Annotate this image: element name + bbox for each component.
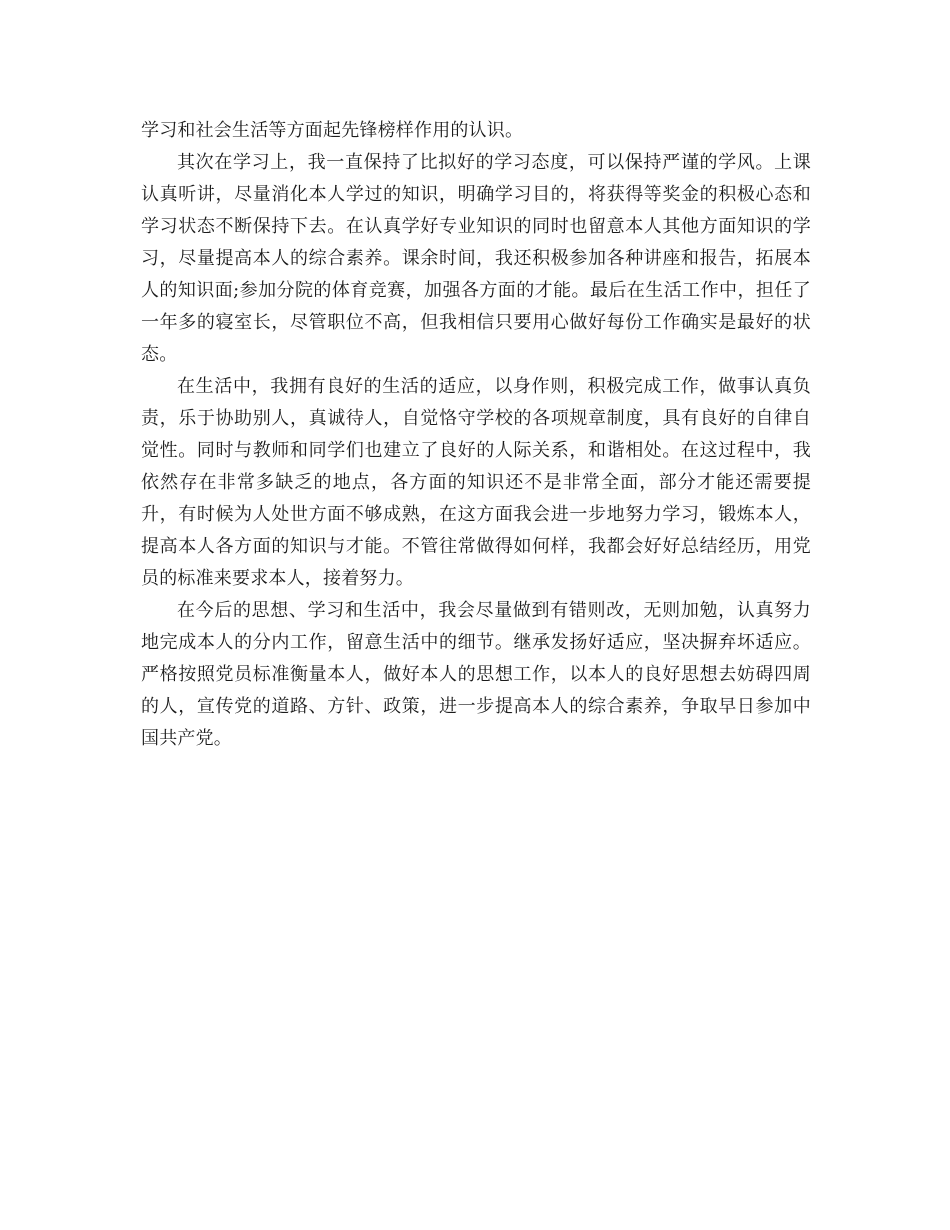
document-body	[141, 115, 811, 755]
paragraph-study: 其次在学习上，我一直保持了比拟好的学习态度，可以保持严谨的学风。上课认真听讲，尽量消化本人学过的知识，明确学习目的，将获得等奖金的积极心态和学习状态不断保持下去。在认真学好专业知识的同时也留意本人其他方面知识的学习，尽量提高本人的综合素养。课余时间，我还积极参加各种讲座和报告，拓展本人的知识面;参加分院的体育竞赛，加强各方面的才能。最后在生活工作中，担任了一年多的寝室长，尽管职位不高，但我相信只要用心做好每份工作确实是最好的状态。	[141, 152, 811, 365]
paragraph-future: 在今后的思想、学习和生活中，我会尽量做到有错则改，无则加勉，认真努力地完成本人的分内工作，留意生活中的细节。继承发扬好适应，坚决摒弃坏适应。严格按照党员标准衡量本人，做好本人的思想工作，以本人的良好思想去妨碍四周的人，宣传党的道路、方针、政策，进一步提高本人的综合素养，争取早日参加中国共产党。	[141, 600, 811, 749]
paragraph-life: 在生活中，我拥有良好的生活的适应，以身作则，积极完成工作，做事认真负责，乐于协助别人，真诚待人，自觉恪守学校的各项规章制度，具有良好的自律自觉性。同时与教师和同学们也建立了良好的人际关系，和谐相处。在这过程中，我依然存在非常多缺乏的地点，各方面的知识还不是非常全面，部分才能还需要提升，有时候为人处世方面不够成熟，在这方面我会进一步地努力学习，锻炼本人，提高本人各方面的知识与才能。不管往常做得如何样，我都会好好总结经历，用党员的标准来要求本人，接着努力。	[141, 376, 811, 589]
paragraph-continuation: 学习和社会生活等方面起先锋榜样作用的认识。	[141, 120, 524, 141]
